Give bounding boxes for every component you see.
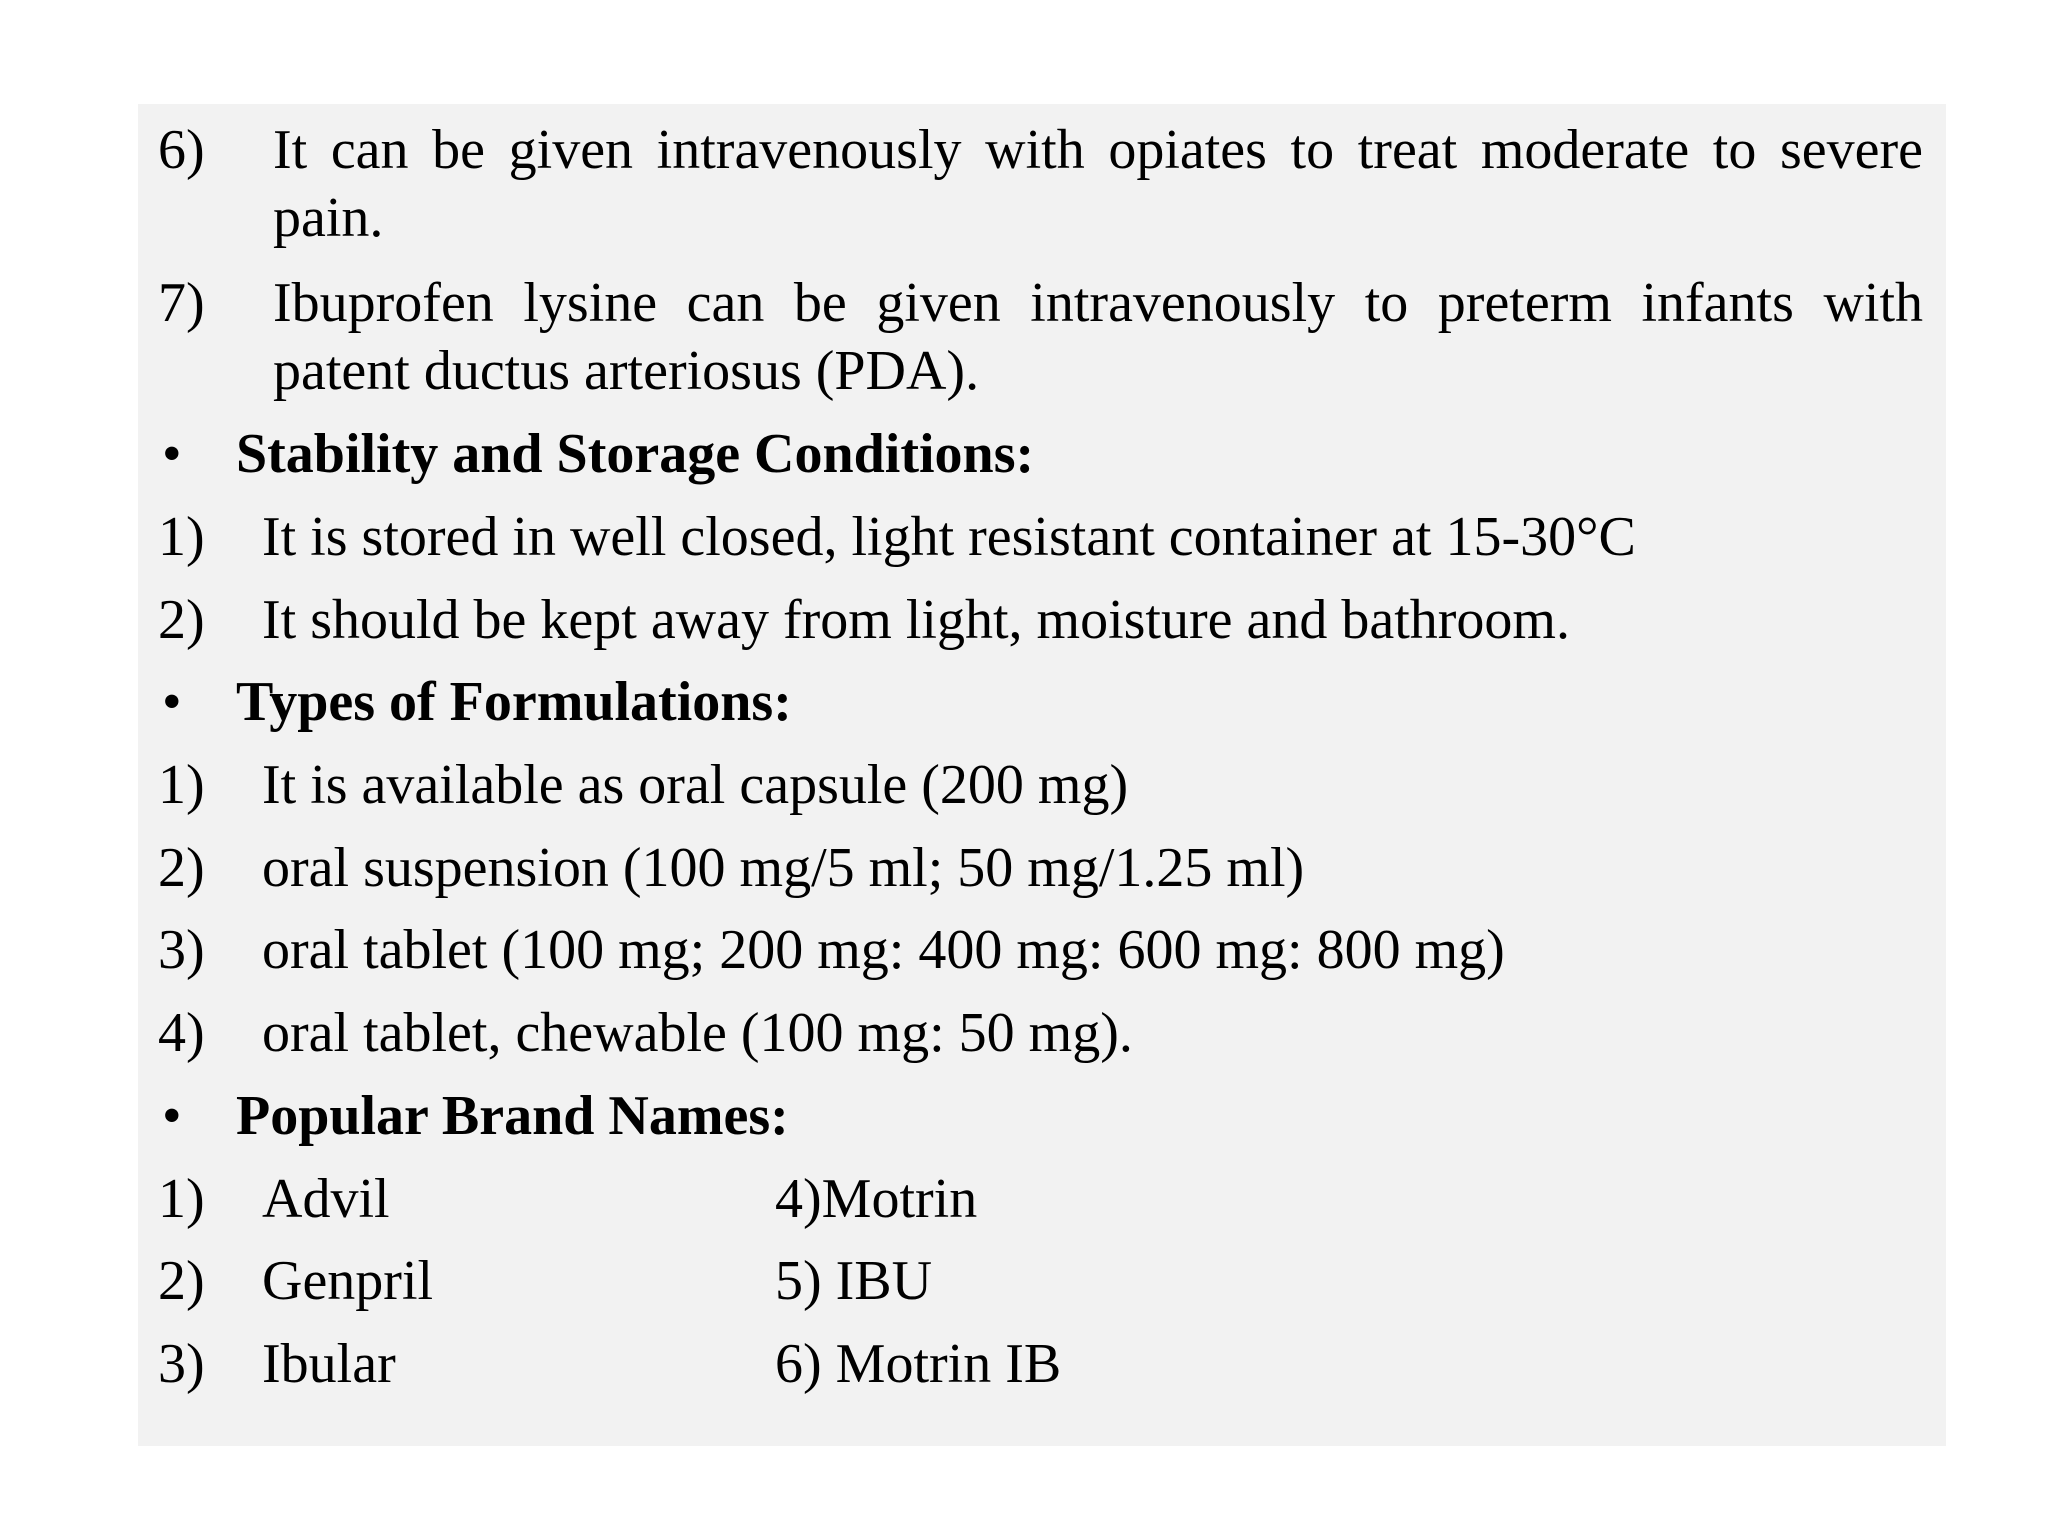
bullet-icon: • [162,423,182,485]
item-number: 1) [158,1168,205,1230]
bullet-icon: • [162,1085,182,1147]
item-text-line2: pain. [273,187,384,249]
brand-name-right: 5) IBU [775,1250,933,1312]
item-text: It is stored in well closed, light resistant container at 15-30°C [262,506,1636,568]
bullet-icon: • [162,671,182,733]
heading-text: Types of Formulations: [236,671,792,733]
brand-name-left: Ibular [262,1333,396,1395]
item-text: It is available as oral capsule (200 mg) [262,754,1129,816]
item-number: 7) [158,272,205,334]
brand-name-left: Genpril [262,1250,434,1312]
item-number: 1) [158,754,205,816]
item-number: 4) [158,1002,205,1064]
item-text: oral tablet (100 mg; 200 mg: 400 mg: 600 mg: 800 mg) [262,919,1505,981]
item-text: oral tablet, chewable (100 mg: 50 mg). [262,1002,1133,1064]
item-number: 6) [158,119,205,181]
brand-name-right: 4)Motrin [775,1168,978,1230]
item-number: 3) [158,1333,205,1395]
brand-name-left: Advil [262,1168,390,1230]
heading-text: Popular Brand Names: [236,1085,789,1147]
item-number: 2) [158,837,205,899]
heading-text: Stability and Storage Conditions: [236,423,1035,485]
item-text: oral suspension (100 mg/5 ml; 50 mg/1.25 ml) [262,837,1305,899]
item-text-line1: It can be given intravenously with opiates to treat moderate to severe [273,119,1923,181]
item-text: It should be kept away from light, moisture and bathroom. [262,589,1570,651]
item-number: 1) [158,506,205,568]
item-number: 2) [158,589,205,651]
item-text-line2: patent ductus arteriosus (PDA). [273,340,980,402]
item-number: 2) [158,1250,205,1312]
item-text-line1: Ibuprofen lysine can be given intravenously to preterm infants with [273,272,1923,334]
brand-name-right: 6) Motrin IB [775,1333,1062,1395]
content-panel [138,104,1946,1446]
item-number: 3) [158,919,205,981]
